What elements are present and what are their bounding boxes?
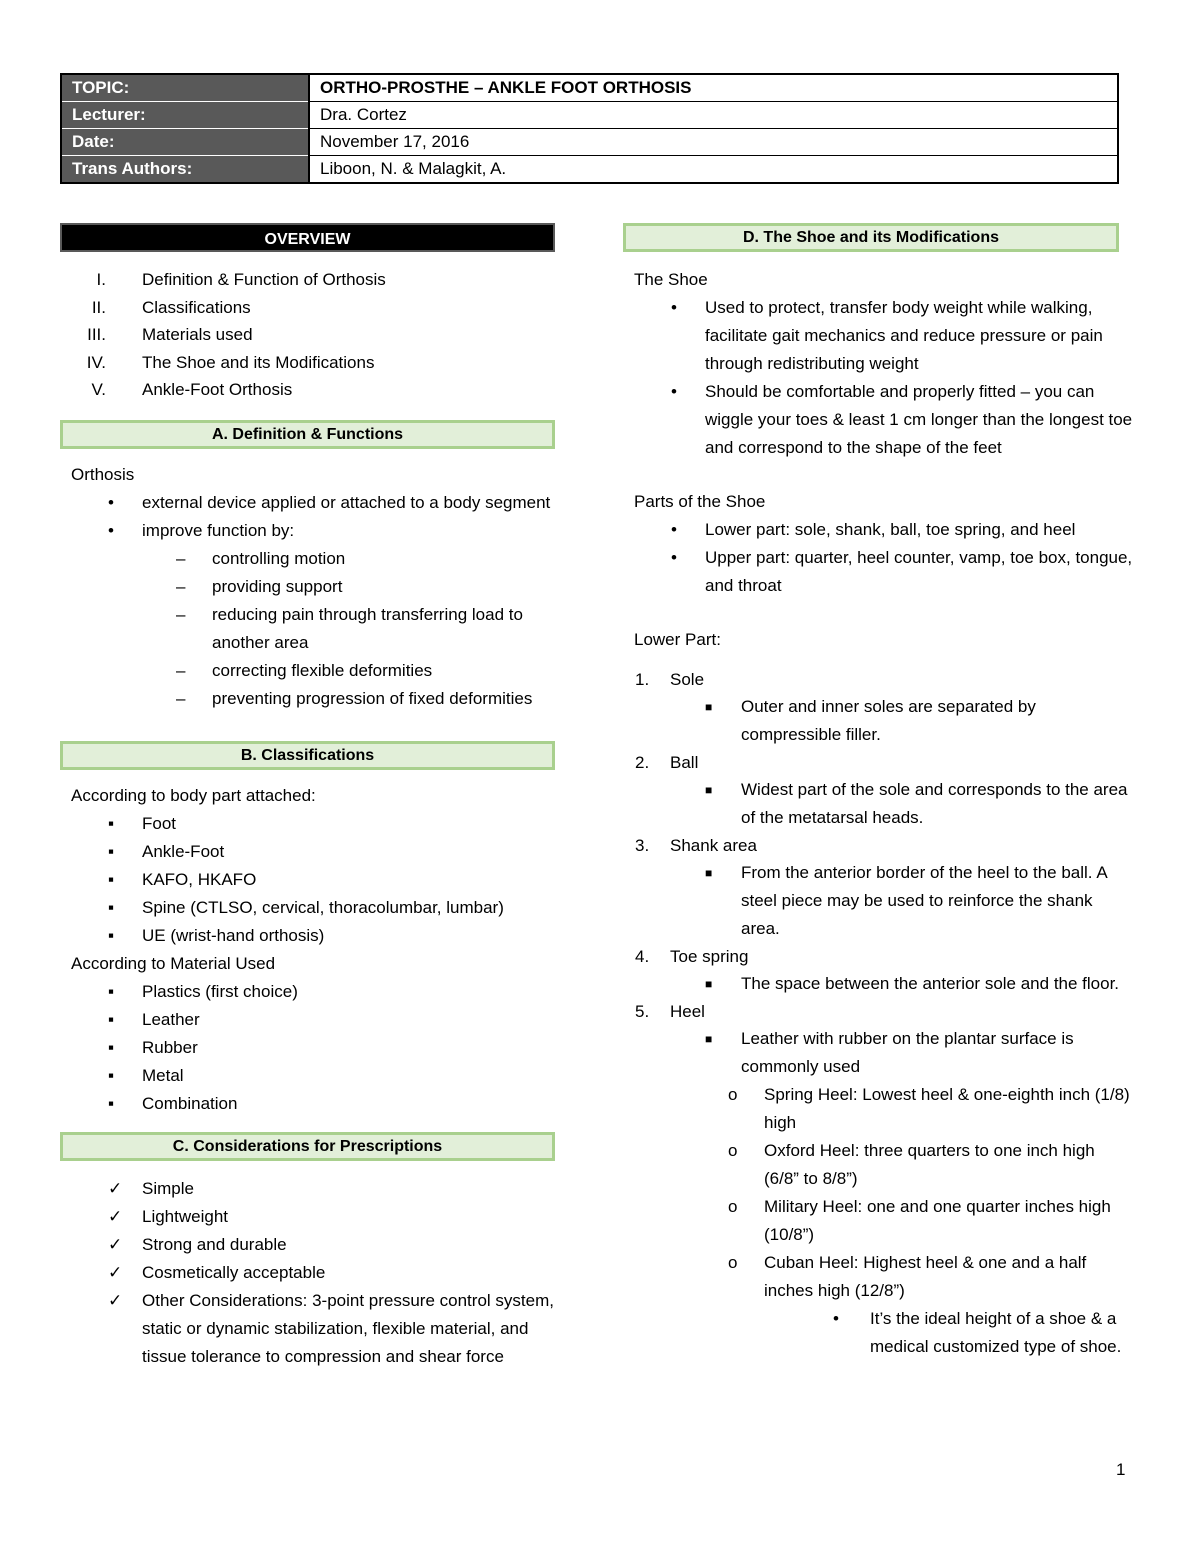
- header-table: [60, 73, 1119, 184]
- square-bullet-icon: ▪: [108, 813, 115, 833]
- list-item: [60, 601, 555, 657]
- list-item: [60, 1090, 555, 1118]
- dash-icon: –: [176, 576, 186, 596]
- list-item: [60, 1034, 555, 1062]
- list-text: From the anterior border of the heel to the ball. A steel piece may be used to reinforce the shank area.: [741, 863, 1107, 938]
- list-text: Combination: [142, 1093, 238, 1113]
- list-text: external device applied or attached to a body segment: [142, 492, 551, 512]
- list-item: [623, 544, 1133, 600]
- lower-part-list: [623, 666, 1133, 1081]
- header-row: [61, 74, 1118, 102]
- list-item: [623, 1249, 1133, 1305]
- list-text: controlling motion: [212, 548, 346, 568]
- lower-part-label: Lower Part:: [634, 630, 721, 649]
- left-column: [60, 223, 555, 1371]
- header-value-topic: ORTHO-PROSTHE – ANKLE FOOT ORTHOSIS: [309, 74, 1118, 102]
- list-item: [623, 998, 1133, 1081]
- square-bullet-icon: ▪: [108, 1093, 115, 1113]
- list-item: [670, 859, 1133, 943]
- list-text: Leather with rubber on the plantar surface is commonly used: [741, 1029, 1074, 1076]
- list-item: [623, 378, 1133, 462]
- list-text: Foot: [142, 813, 177, 833]
- dash-icon: –: [176, 688, 186, 708]
- list-text: Should be comfortable and properly fitted – you can wiggle your toes & least 1 cm longer than the longest toe and correspond to the shape of the feet: [705, 382, 1133, 457]
- list-text: Metal: [142, 1065, 184, 1085]
- group-label: According to body part attached:: [71, 785, 316, 805]
- checkmark-icon: ✓: [108, 1262, 123, 1282]
- page-number: 1: [1116, 1460, 1126, 1479]
- square-bullet-icon: ▪: [108, 869, 115, 889]
- list-item: [60, 266, 555, 294]
- list-item: [60, 489, 555, 517]
- list-item: [623, 1137, 1133, 1193]
- list-text: Simple: [142, 1178, 194, 1198]
- overview-heading: OVERVIEW: [60, 223, 555, 252]
- list-item: [623, 1081, 1133, 1137]
- list-text: The space between the anterior sole and the floor.: [741, 974, 1120, 993]
- list-text: Classifications: [142, 297, 251, 317]
- list-number: 1.: [635, 670, 650, 689]
- list-item: [670, 970, 1133, 998]
- list-item: [60, 1006, 555, 1034]
- list-number: II.: [91, 297, 106, 317]
- list-text: Ankle-Foot: [142, 841, 225, 861]
- bullet-icon: •: [671, 298, 677, 317]
- checkmark-icon: ✓: [108, 1234, 123, 1254]
- list-item: [60, 545, 555, 573]
- bullet-icon: •: [833, 1309, 839, 1328]
- square-bullet-icon: ▪: [108, 841, 115, 861]
- list-text: Lower part: sole, shank, ball, toe spring, and heel: [705, 520, 1076, 539]
- square-bullet-icon: ▪: [108, 925, 115, 945]
- section-a-heading: A. Definition & Functions: [60, 420, 555, 449]
- header-key: TOPIC:: [61, 74, 309, 102]
- list-item: [60, 1231, 555, 1259]
- list-number: 5.: [635, 1002, 650, 1021]
- dash-icon: –: [176, 604, 186, 624]
- square-bullet-icon: ■: [705, 866, 713, 880]
- list-number: IV.: [86, 352, 106, 372]
- orthosis-term: Orthosis: [71, 464, 135, 484]
- list-text: Upper part: quarter, heel counter, vamp, toe box, tongue, and throat: [705, 548, 1133, 595]
- list-text: Outer and inner soles are separated by compressible filler.: [741, 697, 1036, 744]
- list-item: [60, 349, 555, 377]
- dash-icon: –: [176, 548, 186, 568]
- list-number: V.: [91, 380, 106, 399]
- list-text: correcting flexible deformities: [212, 660, 433, 680]
- list-text: improve function by:: [142, 520, 295, 540]
- list-item: [60, 1287, 555, 1371]
- list-number: 2.: [635, 753, 650, 772]
- header-row: [61, 156, 1118, 184]
- list-text: Military Heel: one and one quarter inches high (10/8”): [764, 1197, 1111, 1244]
- list-number: I.: [96, 270, 106, 289]
- header-row: [61, 129, 1118, 156]
- function-sublist: [60, 545, 555, 713]
- list-text: Ankle-Foot Orthosis: [142, 380, 293, 399]
- parts-list: [623, 516, 1133, 600]
- checkmark-icon: ✓: [108, 1178, 123, 1198]
- square-bullet-icon: ■: [705, 977, 713, 991]
- circle-bullet-icon: o: [728, 1085, 738, 1104]
- material-list: [60, 978, 555, 1118]
- list-item: [60, 1203, 555, 1231]
- group-label: According to Material Used: [71, 953, 276, 973]
- list-item: [623, 749, 1133, 832]
- header-value-authors: Liboon, N. & Malagkit, A.: [309, 156, 1118, 184]
- square-bullet-icon: ▪: [108, 1037, 115, 1057]
- bullet-icon: •: [671, 520, 677, 539]
- list-item: [60, 810, 555, 838]
- list-item: [623, 516, 1133, 544]
- square-bullet-icon: ■: [705, 700, 713, 714]
- bullet-icon: •: [671, 382, 677, 401]
- square-bullet-icon: ▪: [108, 1009, 115, 1029]
- right-column: [623, 223, 1133, 1361]
- list-item: [60, 376, 555, 404]
- list-text: Spine (CTLSO, cervical, thoracolumbar, lumbar): [142, 897, 504, 917]
- list-number: III.: [87, 325, 106, 344]
- square-bullet-icon: ▪: [108, 1065, 115, 1085]
- square-bullet-icon: ▪: [108, 897, 115, 917]
- square-bullet-icon: ■: [705, 1032, 713, 1046]
- list-text: Used to protect, transfer body weight while walking, facilitate gait mechanics and reduce pressure or pain through redistributing weight: [705, 298, 1103, 373]
- list-item: [60, 838, 555, 866]
- list-item: [60, 1259, 555, 1287]
- heel-types-list: [623, 1081, 1133, 1305]
- overview-list: [60, 266, 555, 404]
- header-key: Lecturer:: [61, 102, 309, 129]
- list-text: Lightweight: [142, 1206, 229, 1226]
- section-d-heading: D. The Shoe and its Modifications: [623, 223, 1119, 252]
- bullet-icon: •: [108, 520, 114, 540]
- list-item: [60, 517, 555, 545]
- section-b-heading: B. Classifications: [60, 741, 555, 770]
- list-text: Other Considerations: 3-point pressure control system, static or dynamic stabilization, flexible material, and tissue tolerance to compression and shear force: [142, 1290, 554, 1366]
- list-item: [60, 657, 555, 685]
- square-bullet-icon: ▪: [108, 981, 115, 1001]
- list-item: [623, 1193, 1133, 1249]
- list-item: [670, 693, 1133, 749]
- list-item: [60, 1062, 555, 1090]
- list-item: [60, 894, 555, 922]
- square-bullet-icon: ■: [705, 783, 713, 797]
- list-text: Ball: [670, 753, 699, 772]
- list-item: [623, 1305, 1133, 1361]
- checkmark-icon: ✓: [108, 1290, 123, 1310]
- dash-icon: –: [176, 660, 186, 680]
- list-number: 4.: [635, 947, 650, 966]
- header-value-date: November 17, 2016: [309, 129, 1118, 156]
- body-part-list: [60, 810, 555, 950]
- list-text: Sole: [670, 670, 705, 689]
- list-text: Rubber: [142, 1037, 198, 1057]
- list-text: Cuban Heel: Highest heel & one and a half inches high (12/8”): [764, 1253, 1087, 1300]
- orthosis-bullets: [60, 489, 555, 545]
- header-key: Trans Authors:: [61, 156, 309, 184]
- list-text: preventing progression of fixed deformities: [212, 688, 533, 708]
- list-item: [623, 666, 1133, 749]
- list-item: [623, 294, 1133, 378]
- list-text: Heel: [670, 1002, 705, 1021]
- list-text: Widest part of the sole and corresponds to the area of the metatarsal heads.: [741, 780, 1128, 827]
- shoe-label: The Shoe: [634, 270, 708, 289]
- list-item: [623, 943, 1133, 998]
- circle-bullet-icon: o: [728, 1141, 738, 1160]
- list-item: [60, 1175, 555, 1203]
- shoe-list: [623, 294, 1133, 462]
- bullet-icon: •: [671, 548, 677, 567]
- header-row: [61, 102, 1118, 129]
- list-text: KAFO, HKAFO: [142, 869, 257, 889]
- list-text: Materials used: [142, 325, 253, 344]
- list-item: [60, 685, 555, 713]
- list-item: [60, 922, 555, 950]
- header-value-lecturer: Dra. Cortez: [309, 102, 1118, 129]
- list-item: [623, 832, 1133, 943]
- list-text: providing support: [212, 576, 343, 596]
- list-item: [670, 1025, 1133, 1081]
- list-text: UE (wrist-hand orthosis): [142, 925, 325, 945]
- circle-bullet-icon: o: [728, 1253, 738, 1272]
- list-text: Plastics (first choice): [142, 981, 298, 1001]
- list-item: [60, 978, 555, 1006]
- list-text: Strong and durable: [142, 1234, 287, 1254]
- list-item: [60, 294, 555, 322]
- cuban-heel-note: [623, 1305, 1133, 1361]
- list-text: Spring Heel: Lowest heel & one-eighth inch (1/8) high: [764, 1085, 1130, 1132]
- header-key: Date:: [61, 129, 309, 156]
- list-text: It’s the ideal height of a shoe & a medical customized type of shoe.: [870, 1309, 1122, 1356]
- list-item: [60, 321, 555, 349]
- list-item: [670, 776, 1133, 832]
- list-text: Oxford Heel: three quarters to one inch high (6/8” to 8/8”): [764, 1141, 1095, 1188]
- circle-bullet-icon: o: [728, 1197, 738, 1216]
- bullet-icon: •: [108, 492, 114, 512]
- list-item: [60, 866, 555, 894]
- section-c-heading: C. Considerations for Prescriptions: [60, 1132, 555, 1161]
- checkmark-icon: ✓: [108, 1206, 123, 1226]
- list-text: Shank area: [670, 836, 757, 855]
- list-text: Toe spring: [670, 947, 749, 966]
- list-number: 3.: [635, 836, 650, 855]
- list-text: Leather: [142, 1009, 200, 1029]
- parts-label: Parts of the Shoe: [634, 492, 766, 511]
- list-text: Definition & Function of Orthosis: [142, 270, 386, 289]
- list-item: [60, 573, 555, 601]
- list-text: The Shoe and its Modifications: [142, 352, 375, 372]
- considerations-list: [60, 1175, 555, 1371]
- list-text: reducing pain through transferring load to another area: [212, 604, 523, 652]
- list-text: Cosmetically acceptable: [142, 1262, 326, 1282]
